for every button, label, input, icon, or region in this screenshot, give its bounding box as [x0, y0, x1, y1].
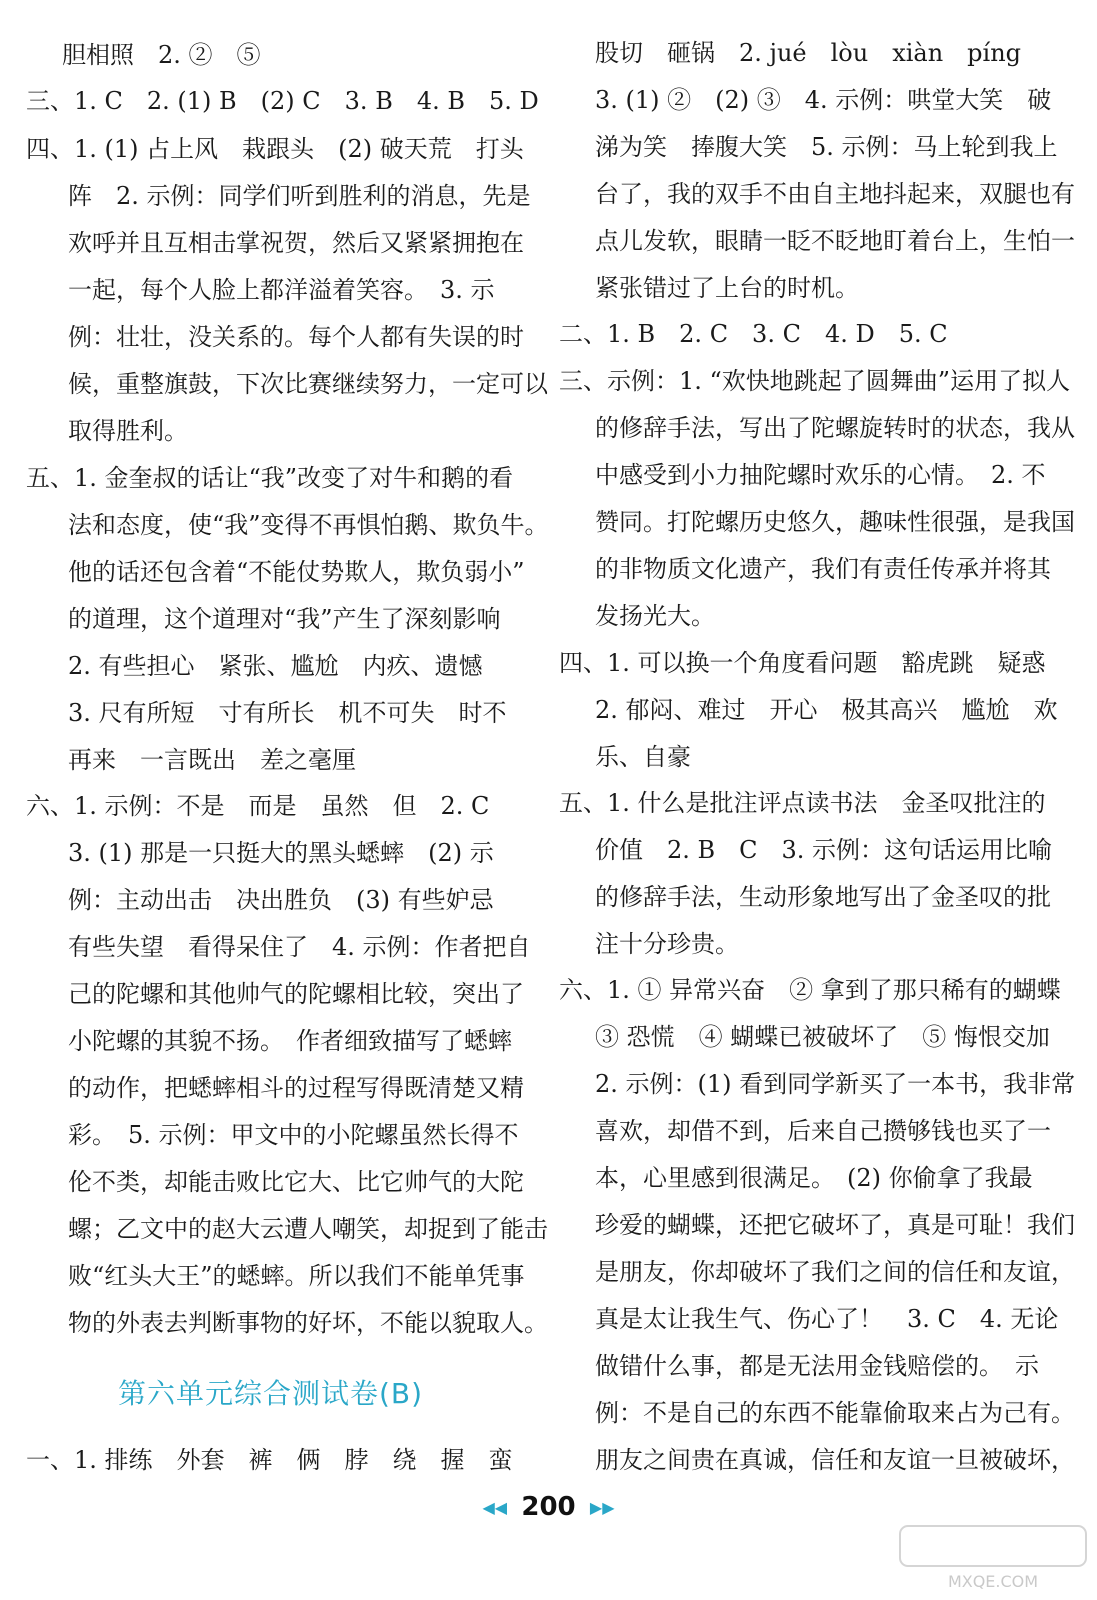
- text-line: 小陀螺的其貌不扬。 作者细致描写了蟋蟀: [68, 1027, 512, 1055]
- page-footer: [0, 1492, 1097, 1522]
- text-line: 物的外表去判断事物的好坏，不能以貌取人。: [68, 1309, 548, 1337]
- text-line: 朋友之间贵在真诚，信任和友谊一旦被破坏，: [595, 1446, 1075, 1474]
- text-line: 他的话还包含着“不能仗势欺人，欺负弱小”: [68, 558, 525, 586]
- text-line: 2. 郁闷、难过 开心 极其高兴 尴尬 欢: [595, 696, 1058, 724]
- text-line: 中感受到小力抽陀螺时欢乐的心情。 2. 不: [595, 461, 1046, 489]
- text-line: 的非物质文化遗产，我们有责任传承并将其: [595, 555, 1051, 583]
- text-line: 是朋友，你却破坏了我们之间的信任和友谊，: [595, 1258, 1075, 1286]
- text-line: 珍爱的蝴蝶，还把它破坏了，真是可耻！我们: [595, 1211, 1075, 1239]
- section-title: 第六单元综合测试卷(B): [118, 1377, 424, 1410]
- text-line: 六、1. 示例：不是 而是 虽然 但 2. C: [26, 792, 490, 820]
- text-line: 3. (1) ② (2) ③ 4. 示例：哄堂大笑 破: [595, 86, 1052, 114]
- text-line: 五、1. 什么是批注评点读书法 金圣叹批注的: [559, 789, 1046, 817]
- text-line: 一、1. 排练 外套 裤 俩 脖 绕 握 蛮: [26, 1446, 513, 1474]
- text-line: 注十分珍贵。: [595, 930, 739, 958]
- text-line: 的动作，把蟋蟀相斗的过程写得既清楚又精: [68, 1074, 524, 1102]
- text-line: 例：不是自己的东西不能靠偷取来占为己有。: [595, 1399, 1075, 1427]
- text-line: 伦不类，却能击败比它大、比它帅气的大陀: [68, 1168, 524, 1196]
- text-line: 本，心里感到很满足。 (2) 你偷拿了我最: [595, 1164, 1033, 1192]
- text-line: 胆相照 2. ② ⑤: [62, 41, 261, 69]
- text-line: 阵 2. 示例：同学们听到胜利的消息，先是: [68, 182, 531, 210]
- text-line: 败“红头大王”的蟋蟀。所以我们不能单凭事: [68, 1262, 525, 1290]
- text-line: 涕为笑 捧腹大笑 5. 示例：马上轮到我上: [595, 133, 1058, 161]
- text-line: 二、1. B 2. C 3. C 4. D 5. C: [559, 320, 948, 348]
- text-line: 点儿发软，眼睛一眨不眨地盯着台上，生怕一: [595, 227, 1075, 255]
- text-line: 己的陀螺和其他帅气的陀螺相比较，突出了: [68, 980, 524, 1008]
- text-line: 乐、自豪: [595, 743, 691, 771]
- text-line: 2. 示例：(1) 看到同学新买了一本书，我非常: [595, 1070, 1076, 1098]
- text-line: 发扬光大。: [595, 602, 715, 630]
- text-line: 做错什么事，都是无法用金钱赔偿的。 示: [595, 1352, 1039, 1380]
- text-line: 的道理，这个道理对“我”产生了深刻影响: [68, 605, 501, 633]
- text-line: 的修辞手法，生动形象地写出了金圣叹的批: [595, 883, 1051, 911]
- prev-arrows-icon: ◀◀: [482, 1498, 508, 1517]
- watermark-text: MXQE.COM: [947, 1572, 1039, 1591]
- text-line: 有些失望 看得呆住了 4. 示例：作者把自: [68, 933, 531, 961]
- watermark-logo: [898, 1524, 1088, 1594]
- page-number: 200: [521, 1492, 576, 1522]
- text-line: 候，重整旗鼓，下次比赛继续努力，一定可以: [68, 370, 548, 398]
- next-arrows-icon: ▶▶: [589, 1498, 615, 1517]
- text-line: 3. (1) 那是一只挺大的黑头蟋蟀 (2) 示: [68, 839, 494, 867]
- text-line: 喜欢，却借不到，后来自己攒够钱也买了一: [595, 1117, 1051, 1145]
- text-line: 三、1. C 2. (1) B (2) C 3. B 4. B 5. D: [26, 87, 539, 115]
- text-line: 四、1. (1) 占上风 栽跟头 (2) 破天荒 打头: [26, 135, 524, 163]
- text-line: 的修辞手法，写出了陀螺旋转时的状态，我从: [595, 414, 1075, 442]
- text-line: 四、1. 可以换一个角度看问题 豁虎跳 疑惑: [559, 649, 1046, 677]
- text-line: 台了，我的双手不由自主地抖起来，双腿也有: [595, 180, 1075, 208]
- text-line: 再来 一言既出 差之毫厘: [68, 746, 356, 774]
- text-line: 法和态度，使“我”变得不再惧怕鹅、欺负牛。: [68, 511, 549, 539]
- text-line: 3. 尺有所短 寸有所长 机不可失 时不: [68, 699, 507, 727]
- text-line: 紧张错过了上台的时机。: [595, 274, 859, 302]
- text-line: 价值 2. B C 3. 示例：这句话运用比喻: [595, 836, 1053, 864]
- text-line: 一起，每个人脸上都洋溢着笑容。 3. 示: [68, 276, 495, 304]
- text-line: 五、1. 金奎叔的话让“我”改变了对牛和鹅的看: [26, 464, 514, 492]
- text-line: 欢呼并且互相击掌祝贺，然后又紧紧拥抱在: [68, 229, 524, 257]
- text-line: 真是太让我生气、伤心了！ 3. C 4. 无论: [595, 1305, 1059, 1333]
- text-line: 2. 有些担心 紧张、尴尬 内疚、遗憾: [68, 652, 483, 680]
- text-line: 例：主动出击 决出胜负 (3) 有些妒忌: [68, 886, 494, 914]
- text-line: 螺；乙文中的赵大云遭人嘲笑，却捉到了能击: [68, 1215, 548, 1243]
- text-line: 例：壮壮，没关系的。每个人都有失误的时: [68, 323, 524, 351]
- text-line: 彩。 5. 示例：甲文中的小陀螺虽然长得不: [68, 1121, 519, 1149]
- text-line: 赞同。打陀螺历史悠久，趣味性很强，是我国: [595, 508, 1075, 536]
- text-line: 股切 砸锅 2. jué lòu xiàn píng: [595, 39, 1022, 67]
- text-line: 取得胜利。: [68, 417, 188, 445]
- text-line: ③ 恐慌 ④ 蝴蝶已被破坏了 ⑤ 悔恨交加: [595, 1023, 1050, 1051]
- text-line: 三、示例：1. “欢快地跳起了圆舞曲”运用了拟人: [559, 367, 1071, 395]
- text-line: 六、1. ① 异常兴奋 ② 拿到了那只稀有的蝴蝶: [559, 976, 1061, 1004]
